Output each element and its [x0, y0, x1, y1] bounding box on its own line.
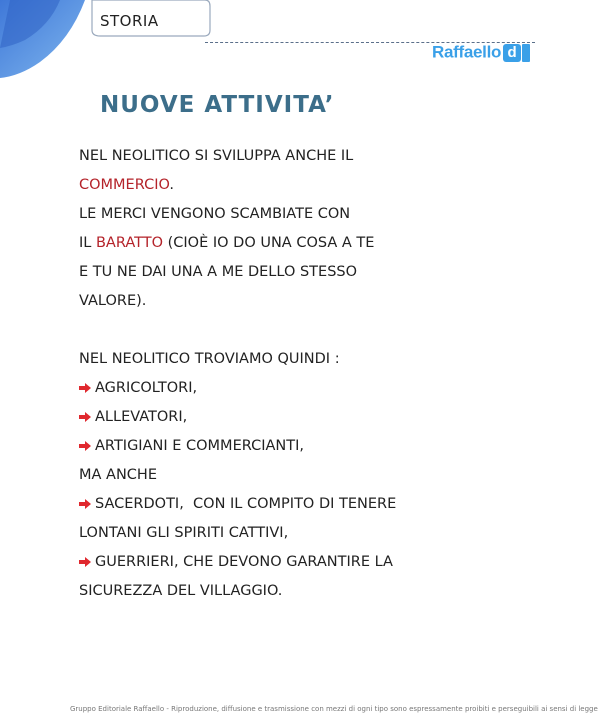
- highlight-commercio: COMMERCIO: [79, 177, 170, 193]
- text-line: LE MERCI VENGONO SCAMBIATE CON: [79, 206, 351, 222]
- paragraph-gap: [79, 316, 499, 345]
- red-arrow-bullet-icon: [79, 557, 91, 567]
- red-arrow-bullet-icon: [79, 383, 91, 393]
- list-item: [79, 490, 499, 519]
- page-title: NUOVE ATTIVITA’: [100, 92, 335, 118]
- text-line: LONTANI GLI SPIRITI CATTIVI,: [79, 525, 289, 541]
- list-item: [79, 374, 499, 403]
- list-item-label: ALLEVATORI,: [95, 409, 188, 425]
- text-fragment: .: [169, 177, 174, 193]
- red-arrow-bullet-icon: [79, 412, 91, 422]
- text-fragment: (CIOÈ IO DO UNA COSA A TE: [163, 235, 375, 251]
- list-item-label: ARTIGIANI E COMMERCIANTI,: [95, 438, 304, 454]
- list-item: [79, 432, 499, 461]
- body-text: [79, 142, 499, 606]
- text-line: SICUREZZA DEL VILLAGGIO.: [79, 583, 283, 599]
- publisher-logo: [432, 42, 530, 64]
- logo-side-tab: [522, 44, 530, 62]
- list-item-label: GUERRIERI, CHE DEVONO GARANTIRE LA: [95, 554, 393, 570]
- text-line: VALORE).: [79, 293, 147, 309]
- text-line: NEL NEOLITICO SI SVILUPPA ANCHE IL: [79, 148, 354, 164]
- highlight-baratto: BARATTO: [95, 235, 163, 251]
- text-line: NEL NEOLITICO TROVIAMO QUINDI :: [79, 351, 340, 367]
- text-line: [79, 229, 499, 258]
- subject-label: STORIA: [100, 12, 159, 30]
- list-item: [79, 403, 499, 432]
- text-fragment: IL: [79, 235, 96, 251]
- text-line: [79, 171, 499, 200]
- list-item: [79, 548, 499, 577]
- list-item-label: AGRICOLTORI,: [95, 380, 198, 396]
- list-item-label: SACERDOTI, CON IL COMPITO DI TENERE: [95, 496, 397, 512]
- logo-text: Raffaello: [432, 42, 502, 62]
- text-line: MA ANCHE: [79, 467, 157, 483]
- copyright-footer: Gruppo Editoriale Raffaello - Riproduzione, diffusione e trasmissione con mezzi di ogni tipo sono espressamente proibiti e perseguibili ai sensi di legge: [70, 705, 598, 713]
- logo-letter: d: [503, 44, 521, 62]
- red-arrow-bullet-icon: [79, 441, 91, 451]
- text-line: E TU NE DAI UNA A ME DELLO STESSO: [79, 264, 358, 280]
- red-arrow-bullet-icon: [79, 499, 91, 509]
